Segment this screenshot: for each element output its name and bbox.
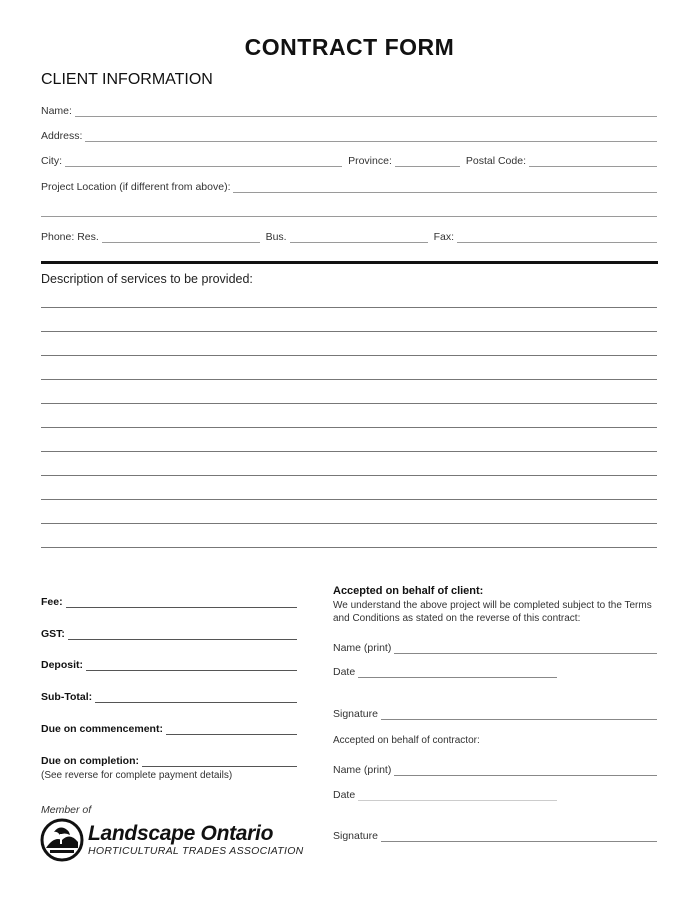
contractor-name-row [333,760,657,776]
subtotal-label: Sub-Total: [41,691,93,703]
commencement-row [41,719,297,735]
contractor-signature-field[interactable] [381,830,657,842]
client-signature-row [333,704,657,720]
landscape-ontario-logo [40,818,304,862]
landscape-ontario-logo-icon [40,818,84,862]
fee-field[interactable] [66,596,297,608]
contractor-date-field[interactable] [358,789,557,801]
member-of-label: Member of [41,804,92,816]
completion-row [41,751,297,767]
payment-note: (See reverse for complete payment details) [41,770,233,781]
phone-res-field[interactable] [102,231,260,243]
client-date-row [333,662,557,678]
fax-label: Fax: [433,231,454,243]
form-title: CONTRACT FORM [244,34,455,60]
description-line[interactable] [41,403,657,404]
project-location-field-2[interactable] [41,216,657,217]
city-field[interactable] [65,155,342,167]
address-field[interactable] [85,130,657,142]
client-acceptance-heading: Accepted on behalf of client: [333,585,484,597]
client-information-heading: CLIENT INFORMATION [41,71,213,88]
organization-name: Landscape Ontario [88,822,274,845]
name-row [41,101,657,117]
description-line[interactable] [41,355,657,356]
commencement-label: Due on commencement: [41,723,163,735]
contractor-signature-label: Signature [333,830,378,842]
deposit-label: Deposit: [41,659,83,671]
organization-subtitle: HORTICULTURAL TRADES ASSOCIATION [88,845,304,857]
description-line[interactable] [41,451,657,452]
client-name-label: Name (print) [333,642,392,654]
description-line[interactable] [41,523,657,524]
completion-field[interactable] [142,755,297,767]
province-field[interactable] [395,155,460,167]
project-location-label: Project Location (if different from above): [41,181,231,193]
client-name-field[interactable] [394,642,657,654]
gst-label: GST: [41,628,65,640]
deposit-row [41,655,297,671]
description-line[interactable] [41,475,657,476]
postal-code-field[interactable] [529,155,657,167]
completion-label: Due on completion: [41,755,139,767]
subtotal-row [41,687,297,703]
city-row [41,151,657,167]
description-label: Description of services to be provided: [41,272,253,286]
description-line[interactable] [41,427,657,428]
description-line[interactable] [41,379,657,380]
commencement-field[interactable] [166,723,297,735]
phone-res-label: Phone: Res. [41,231,99,243]
contractor-signature-row [333,826,657,842]
deposit-field[interactable] [86,659,297,671]
description-line[interactable] [41,499,657,500]
gst-field[interactable] [68,628,297,640]
client-signature-label: Signature [333,708,378,720]
fee-label: Fee: [41,596,63,608]
name-field[interactable] [75,105,657,117]
phone-row [41,227,657,243]
postal-code-label: Postal Code: [465,155,526,167]
client-date-field[interactable] [358,666,557,678]
project-location-row [41,177,657,193]
contractor-date-row [333,785,557,801]
gst-row [41,624,297,640]
section-divider [41,261,658,264]
bus-phone-field[interactable] [290,231,428,243]
contractor-name-label: Name (print) [333,764,392,776]
description-line[interactable] [41,331,657,332]
project-location-field[interactable] [233,181,657,193]
description-line[interactable] [41,307,657,308]
address-row [41,126,657,142]
city-label: City: [41,155,62,167]
client-name-row [333,638,657,654]
client-signature-field[interactable] [381,708,657,720]
fax-field[interactable] [457,231,657,243]
description-line[interactable] [41,547,657,548]
name-label: Name: [41,105,72,117]
contractor-date-label: Date [333,789,356,801]
client-acceptance-text: We understand the above project will be completed subject to the Terms and Conditions as stated on the reverse of this contract: [333,600,652,624]
contractor-acceptance-heading: Accepted on behalf of contractor: [333,735,480,746]
fee-row [41,592,297,608]
subtotal-field[interactable] [95,691,297,703]
bus-label: Bus. [265,231,287,243]
address-label: Address: [41,130,83,142]
contractor-name-field[interactable] [394,764,657,776]
client-date-label: Date [333,666,356,678]
province-label: Province: [348,155,392,167]
